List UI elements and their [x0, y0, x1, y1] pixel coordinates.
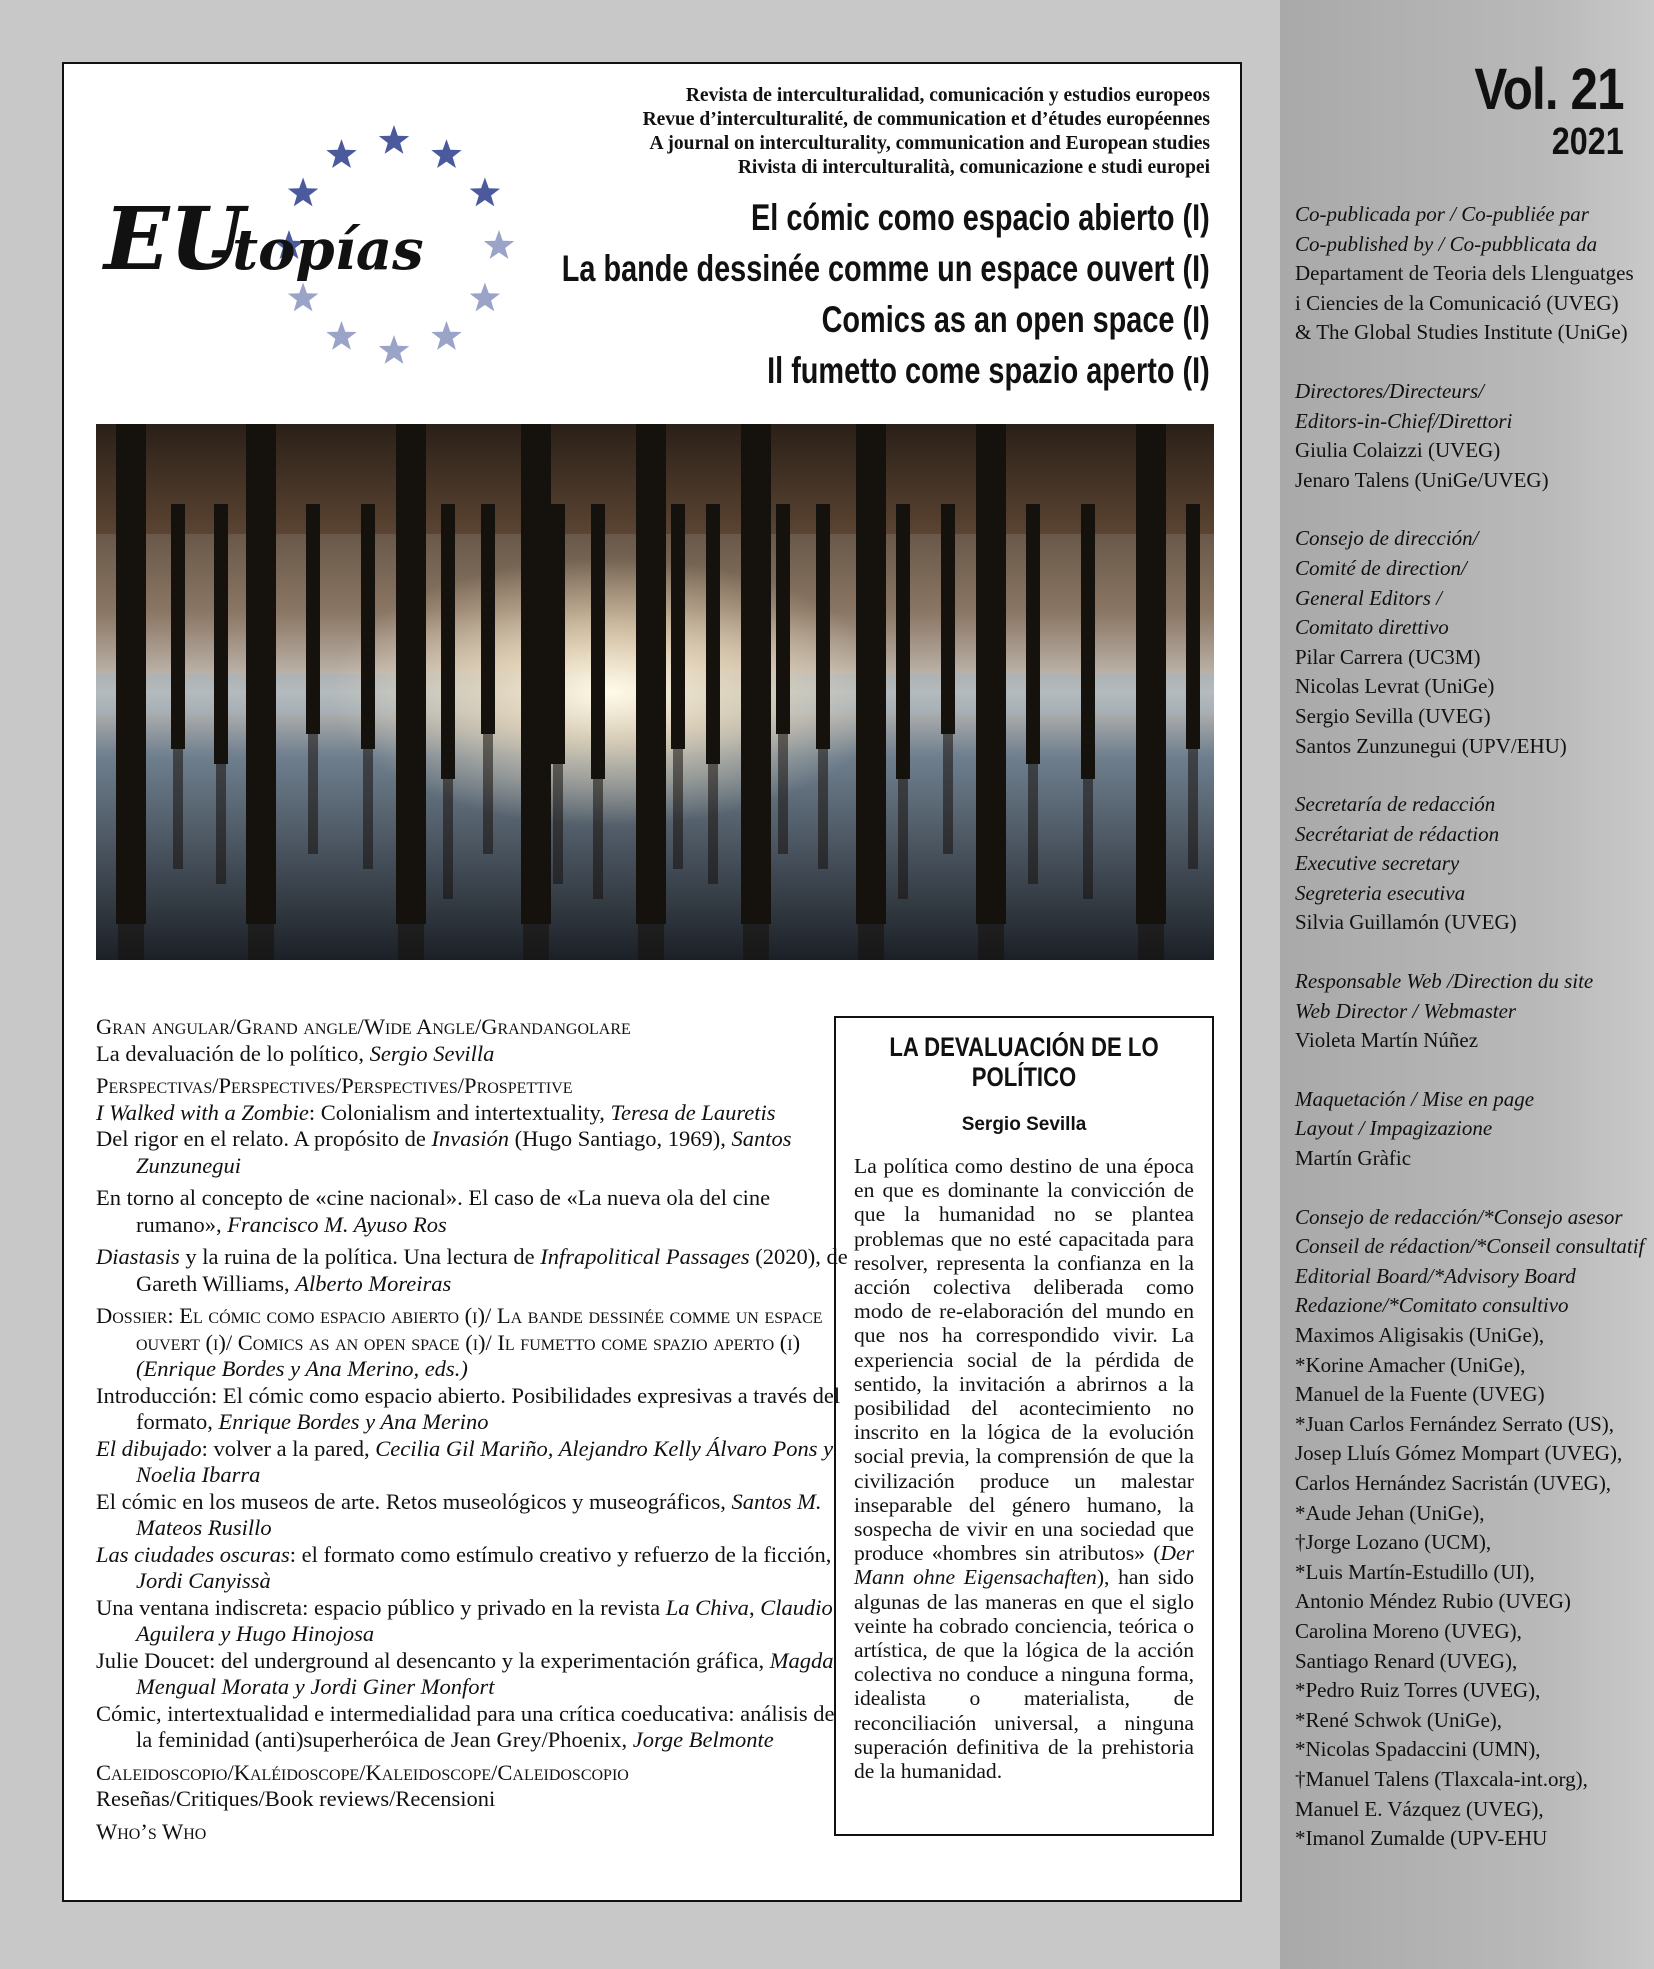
pier-pillar — [1081, 504, 1095, 779]
pillar-reflection — [1083, 779, 1093, 899]
credit-role: Web Director / Webmaster — [1295, 998, 1517, 1023]
issue-titles — [379, 192, 1210, 396]
credit-name: Jenaro Talens (UniGe/UVEG) — [1295, 467, 1549, 492]
pillar-reflection — [943, 734, 953, 854]
pier-pillar — [246, 424, 276, 924]
credit-name: Carolina Moreno (UVEG), — [1295, 1618, 1522, 1643]
cover-frame — [62, 62, 1242, 1902]
toc-section: Dossier: El cómic como espacio abierto (i)/ La bande dessinée comme un espace ouvert (i)/ Comics as an open space (i)/ Il fumetto come spazio aperto (i) — [96, 1303, 823, 1355]
credit-name: Violeta Martín Núñez — [1295, 1028, 1479, 1053]
toc-entry — [96, 1073, 856, 1100]
volume-label — [1448, 57, 1624, 164]
credit-name: Josep Lluís Gómez Mompart (UVEG), — [1295, 1441, 1623, 1466]
toc-text: (Hugo Santiago, 1969), — [509, 1126, 732, 1151]
toc-text: Una ventana indiscreta: espacio público y privado en la revista — [96, 1594, 666, 1620]
credit-role: Directores/Directeurs/ — [1295, 378, 1484, 403]
pillar-reflection — [173, 749, 183, 869]
tagline: Revista de interculturalidad, comunicación y estudios europeos — [685, 85, 1210, 106]
abstract-box — [834, 1016, 1214, 1836]
credit-name: *Pedro Ruiz Torres (UVEG), — [1295, 1678, 1541, 1703]
credit-name: Santiago Renard (UVEG), — [1295, 1648, 1518, 1673]
credit-name: Antonio Méndez Rubio (UVEG) — [1295, 1589, 1571, 1614]
credit-name: *Aude Jehan (UniGe), — [1295, 1500, 1485, 1525]
toc-entry — [96, 1701, 856, 1754]
pier-pillar — [856, 424, 886, 924]
star-icon — [288, 283, 318, 312]
toc-entry — [96, 1244, 856, 1297]
credit-name: Manuel de la Fuente (UVEG) — [1295, 1382, 1545, 1407]
pier-pillar — [741, 424, 771, 924]
toc-entry — [96, 1648, 856, 1701]
credit-name: *Luis Martín-Estudillo (UI), — [1295, 1559, 1535, 1584]
pillar-reflection — [248, 924, 274, 960]
toc-text: : el formato como estímulo creativo y refuerzo de la ficción, — [289, 1541, 832, 1567]
credit-name: i Ciencies de la Comunicació (UVEG) — [1295, 290, 1619, 315]
credit-group — [1295, 790, 1650, 938]
credit-name: Maximos Aligisakis (UniGe), — [1295, 1323, 1545, 1347]
credit-role: Co-publicada por / Co-publiée par — [1295, 202, 1589, 226]
toc-entry — [96, 1542, 856, 1595]
toc-text: Introducción: El cómic como espacio abierto. Posibilidades expresivas a través del formato, — [96, 1382, 841, 1434]
credit-name: Santos Zunzunegui (UPV/EHU) — [1295, 733, 1567, 758]
toc-author: Sergio Sevilla — [369, 1040, 495, 1066]
toc-text: Del rigor en el relato. A propósito de — [96, 1126, 432, 1151]
pier-pillar — [896, 504, 910, 779]
toc-section: Caleidoscopio/Kaléidoscope/Kaleidoscope/Caleidoscopio — [96, 1759, 629, 1785]
abstract-title: LA DEVALUACIÓN DE LO POLÍTICO — [889, 1032, 1159, 1092]
toc-text: y la ruina de la política. Una lectura de — [179, 1244, 541, 1269]
toc-italic-title: La Chiva — [665, 1594, 749, 1620]
tagline: Rivista di interculturalità, comunicazione e studi europei — [737, 157, 1210, 178]
pillar-reflection — [523, 924, 549, 960]
journal-taglines — [643, 84, 1210, 180]
toc-italic-title: Infrapolitical Passages — [540, 1244, 750, 1269]
toc-author: Claudio Aguilera y Hugo Hinojosa — [136, 1594, 833, 1646]
credit-role: Secrétariat de rédaction — [1295, 821, 1500, 846]
pillar-reflection — [778, 734, 788, 854]
credit-role: Comitato direttivo — [1295, 615, 1449, 640]
credit-name: *Imanol Zumalde (UPV-EHU — [1295, 1826, 1548, 1851]
toc-entry — [96, 1014, 856, 1041]
credit-role: Secretaría de redacción — [1295, 792, 1496, 817]
credit-role: Co-published by / Co-pubblicata da — [1295, 231, 1598, 256]
toc-author: Teresa de Lauretis — [610, 1099, 776, 1125]
table-of-contents — [96, 1014, 856, 1845]
toc-italic-title: El dibujado — [96, 1435, 202, 1461]
toc-entry — [96, 1436, 856, 1489]
pier-pillar — [441, 504, 455, 779]
pier-pillar — [306, 504, 320, 734]
toc-text: Julie Doucet: del underground al desencanto y la experimentación gráfica, — [96, 1647, 770, 1673]
toc-text: Cómic, intertextualidad e intermedialidad para una crítica coeducativa: análisis de la feminidad (anti)superheróica de Jean Grey/Phoenix, — [96, 1700, 835, 1752]
toc-section: Gran angular/Grand angle/Wide Angle/Grandangolare — [96, 1014, 631, 1039]
credit-name: & The Global Studies Institute (UniGe) — [1295, 320, 1628, 345]
pier-pillar — [976, 424, 1006, 924]
toc-author: Magda Mengual Morata y Jordi Giner Monfort — [136, 1647, 834, 1699]
credit-name: Sergio Sevilla (UVEG) — [1295, 703, 1491, 728]
pier-pillar — [481, 504, 495, 734]
pillar-reflection — [1188, 749, 1198, 869]
credit-role: Segreteria esecutiva — [1295, 880, 1466, 905]
pillar-reflection — [483, 734, 493, 854]
toc-section: Who’s Who — [96, 1818, 207, 1844]
logo-topias: -topías — [209, 217, 424, 283]
credit-group — [1295, 1085, 1650, 1174]
toc-italic-title: Diastasis — [96, 1244, 180, 1269]
pier-pillar — [671, 504, 685, 749]
abstract-author: Sergio Sevilla — [961, 1114, 1087, 1135]
cover-photo-pier — [96, 424, 1214, 960]
credit-name: *René Schwok (UniGe), — [1295, 1707, 1503, 1732]
toc-text: : volver a la pared, — [201, 1435, 376, 1461]
pillar-reflection — [216, 764, 226, 884]
credit-name: Giulia Colaizzi (UVEG) — [1295, 438, 1501, 463]
pier-pillar — [551, 504, 565, 764]
pillar-reflection — [818, 749, 828, 869]
pillar-reflection — [743, 924, 769, 960]
credit-role: Redazione/*Comitato consultivo — [1295, 1293, 1569, 1318]
pillar-reflection — [1028, 764, 1038, 884]
editorial-sidebar — [1280, 0, 1654, 1969]
credit-name: *Juan Carlos Fernández Serrato (US), — [1295, 1411, 1614, 1436]
toc-author: Enrique Bordes y Ana Merino — [218, 1409, 489, 1434]
credit-name: Pilar Carrera (UC3M) — [1295, 644, 1481, 669]
toc-author: (Enrique Bordes y Ana Merino, eds.) — [136, 1356, 468, 1381]
toc-text: Reseñas/Critiques/Book reviews/Recensioni — [96, 1786, 496, 1811]
toc-entry — [96, 1303, 856, 1383]
toc-text: : Colonialism and intertextuality, — [308, 1099, 611, 1125]
editorial-credits — [1295, 200, 1650, 1883]
pillar-reflection — [553, 764, 563, 884]
credit-role: Consejo de redacción/*Consejo asesor — [1295, 1204, 1623, 1229]
toc-entry — [96, 1819, 856, 1846]
star-icon — [288, 178, 318, 207]
pier-pillar — [521, 424, 551, 924]
pier-pillar — [116, 424, 146, 924]
credit-role: Executive secretary — [1295, 851, 1460, 876]
pillar-reflection — [673, 749, 683, 869]
credit-group — [1295, 524, 1650, 761]
tagline: A journal on interculturality, communication and European studies — [649, 133, 1210, 154]
pillar-reflection — [978, 924, 1004, 960]
toc-text: La devaluación de lo político, — [96, 1040, 370, 1066]
toc-entry — [96, 1126, 856, 1179]
pier-pillar — [361, 504, 375, 749]
credit-role: Layout / Impagizazione — [1295, 1116, 1493, 1141]
toc-text: , — [748, 1594, 761, 1620]
pillar-reflection — [308, 734, 318, 854]
credit-name: Nicolas Levrat (UniGe) — [1295, 674, 1495, 699]
credit-role: Editorial Board/*Advisory Board — [1295, 1263, 1576, 1288]
credit-role: Consejo de dirección/ — [1295, 526, 1479, 551]
pillar-reflection — [858, 924, 884, 960]
pier-pillar — [706, 504, 720, 764]
toc-author: Jorge Belmonte — [632, 1727, 774, 1752]
star-icon — [326, 321, 356, 350]
pillar-reflection — [118, 924, 144, 960]
volume-year: 2021 — [1552, 121, 1624, 163]
toc-italic-title: Invasión — [431, 1126, 510, 1151]
pier-pillar — [396, 424, 426, 924]
credit-role: Responsable Web /Direction du site — [1295, 969, 1594, 994]
volume-number: Vol. 21 — [1474, 57, 1624, 122]
pier-pillar — [591, 504, 605, 779]
credit-role: Conseil de rédaction/*Conseil consultatif — [1295, 1234, 1645, 1259]
credit-role: Comité de direction/ — [1295, 555, 1467, 580]
toc-author: Francisco M. Ayuso Ros — [227, 1211, 447, 1237]
pillar-reflection — [1138, 924, 1164, 960]
credit-group — [1295, 1203, 1650, 1854]
toc-entry — [96, 1786, 856, 1813]
credit-role: General Editors / — [1295, 585, 1442, 610]
toc-section: Perspectivas/Perspectives/Perspectives/Prospettive — [96, 1073, 573, 1098]
credit-role: Editors-in-Chief/Direttori — [1295, 408, 1513, 433]
star-icon — [431, 139, 461, 168]
credit-name: *Nicolas Spadaccini (UMN), — [1295, 1737, 1541, 1762]
pier-pillar — [171, 504, 185, 749]
toc-entry — [96, 1760, 856, 1787]
pier-pillar — [776, 504, 790, 734]
credit-name: Manuel E. Vázquez (UVEG), — [1295, 1796, 1544, 1821]
credit-name: *Korine Amacher (UniGe), — [1295, 1352, 1526, 1377]
pier-pillar — [1026, 504, 1040, 764]
credit-name: †Jorge Lozano (UCM), — [1295, 1530, 1492, 1555]
toc-author: Cecilia Gil Mariño, Alejandro Kelly Álvaro Pons y Noelia Ibarra — [136, 1435, 834, 1487]
credit-group — [1295, 200, 1650, 348]
pillar-reflection — [638, 924, 664, 960]
credit-name: Silvia Guillamón (UVEG) — [1295, 910, 1517, 935]
toc-text: (2020), de Gareth Williams, — [136, 1244, 848, 1296]
credit-group — [1295, 967, 1650, 1056]
pillar-reflection — [363, 749, 373, 869]
issue-title: La bande dessinée comme un espace ouvert (I) — [562, 248, 1210, 289]
toc-author: Santos M. Mateos Rusillo — [136, 1488, 822, 1540]
star-icon — [379, 125, 409, 154]
pillar-reflection — [898, 779, 908, 899]
toc-entry — [96, 1595, 856, 1648]
star-icon — [326, 139, 356, 168]
abstract-text: La política como destino de una época en que es dominante la convicción de que la humanidad no se plantea problemas que no esté capacitada para resolver, representa la confianza en la acción colectiva deliberada como modo de re-elaboración del mundo en que nos ha correspondido vivir. La experiencia social de la pérdida de sentido, la invitación a abrirnos a la posibilidad del acontecimiento no inscrito en la lógica de la evolución social previa, la comprensión de que la civilización produce un malestar inseparable del género humano, la sospecha de vivir en una sociedad que produce «hombres sin atributos» (Der Mann ohne Eigensachaften), han sido algunas de las maneras en que el siglo veinte ha cobrado conciencia, teórica o artística, de que la lógica de la acción colectiva no conduce a ninguna forma, idealista o materialista, de reconciliación universal, a ninguna superación definitiva de la prehistoria de la humanidad. — [854, 1154, 1194, 1784]
issue-title: Comics as an open space (I) — [821, 299, 1210, 340]
toc-text: En torno al concepto de «cine nacional». El caso de «La nueva ola del cine rumano», — [96, 1185, 771, 1237]
toc-author: Santos Zunzunegui — [136, 1126, 792, 1178]
toc-italic-title: Las ciudades oscuras — [96, 1541, 290, 1567]
toc-entry — [96, 1383, 856, 1436]
toc-entry — [96, 1185, 856, 1238]
logo-eu: EU — [104, 189, 245, 290]
tagline: Revue d’interculturalité, de communication et d’études européennes — [642, 109, 1210, 130]
pier-pillar — [1136, 424, 1166, 924]
pier-pillar — [1186, 504, 1200, 749]
pier-pillar — [816, 504, 830, 749]
toc-author: Alberto Moreiras — [295, 1270, 452, 1296]
pillar-reflection — [443, 779, 453, 899]
toc-text: El cómic en los museos de arte. Retos museológicos y museográficos, — [96, 1488, 732, 1514]
toc-entry — [96, 1100, 856, 1127]
credit-name: Departament de Teoria dels Llenguatges — [1295, 261, 1634, 286]
pillar-reflection — [708, 764, 718, 884]
toc-entry — [96, 1041, 856, 1068]
credit-name: †Manuel Talens (Tlaxcala-int.org), — [1295, 1766, 1588, 1791]
pier-pillar — [214, 504, 228, 764]
issue-title: El cómic como espacio abierto (I) — [751, 197, 1210, 238]
pier-pillar — [941, 504, 955, 734]
issue-title: Il fumetto come spazio aperto (I) — [767, 350, 1210, 391]
credit-role: Maquetación / Mise en page — [1295, 1086, 1535, 1111]
toc-italic-title: I Walked with a Zombie — [96, 1099, 309, 1125]
credit-name: Carlos Hernández Sacristán (UVEG), — [1295, 1470, 1612, 1495]
credit-name: Martín Gràfic — [1295, 1146, 1412, 1171]
pillar-reflection — [593, 779, 603, 899]
pier-pillar — [636, 424, 666, 924]
pillar-reflection — [398, 924, 424, 960]
toc-entry — [96, 1489, 856, 1542]
credit-group — [1295, 377, 1650, 495]
toc-author: Jordi Canyissà — [136, 1568, 271, 1593]
